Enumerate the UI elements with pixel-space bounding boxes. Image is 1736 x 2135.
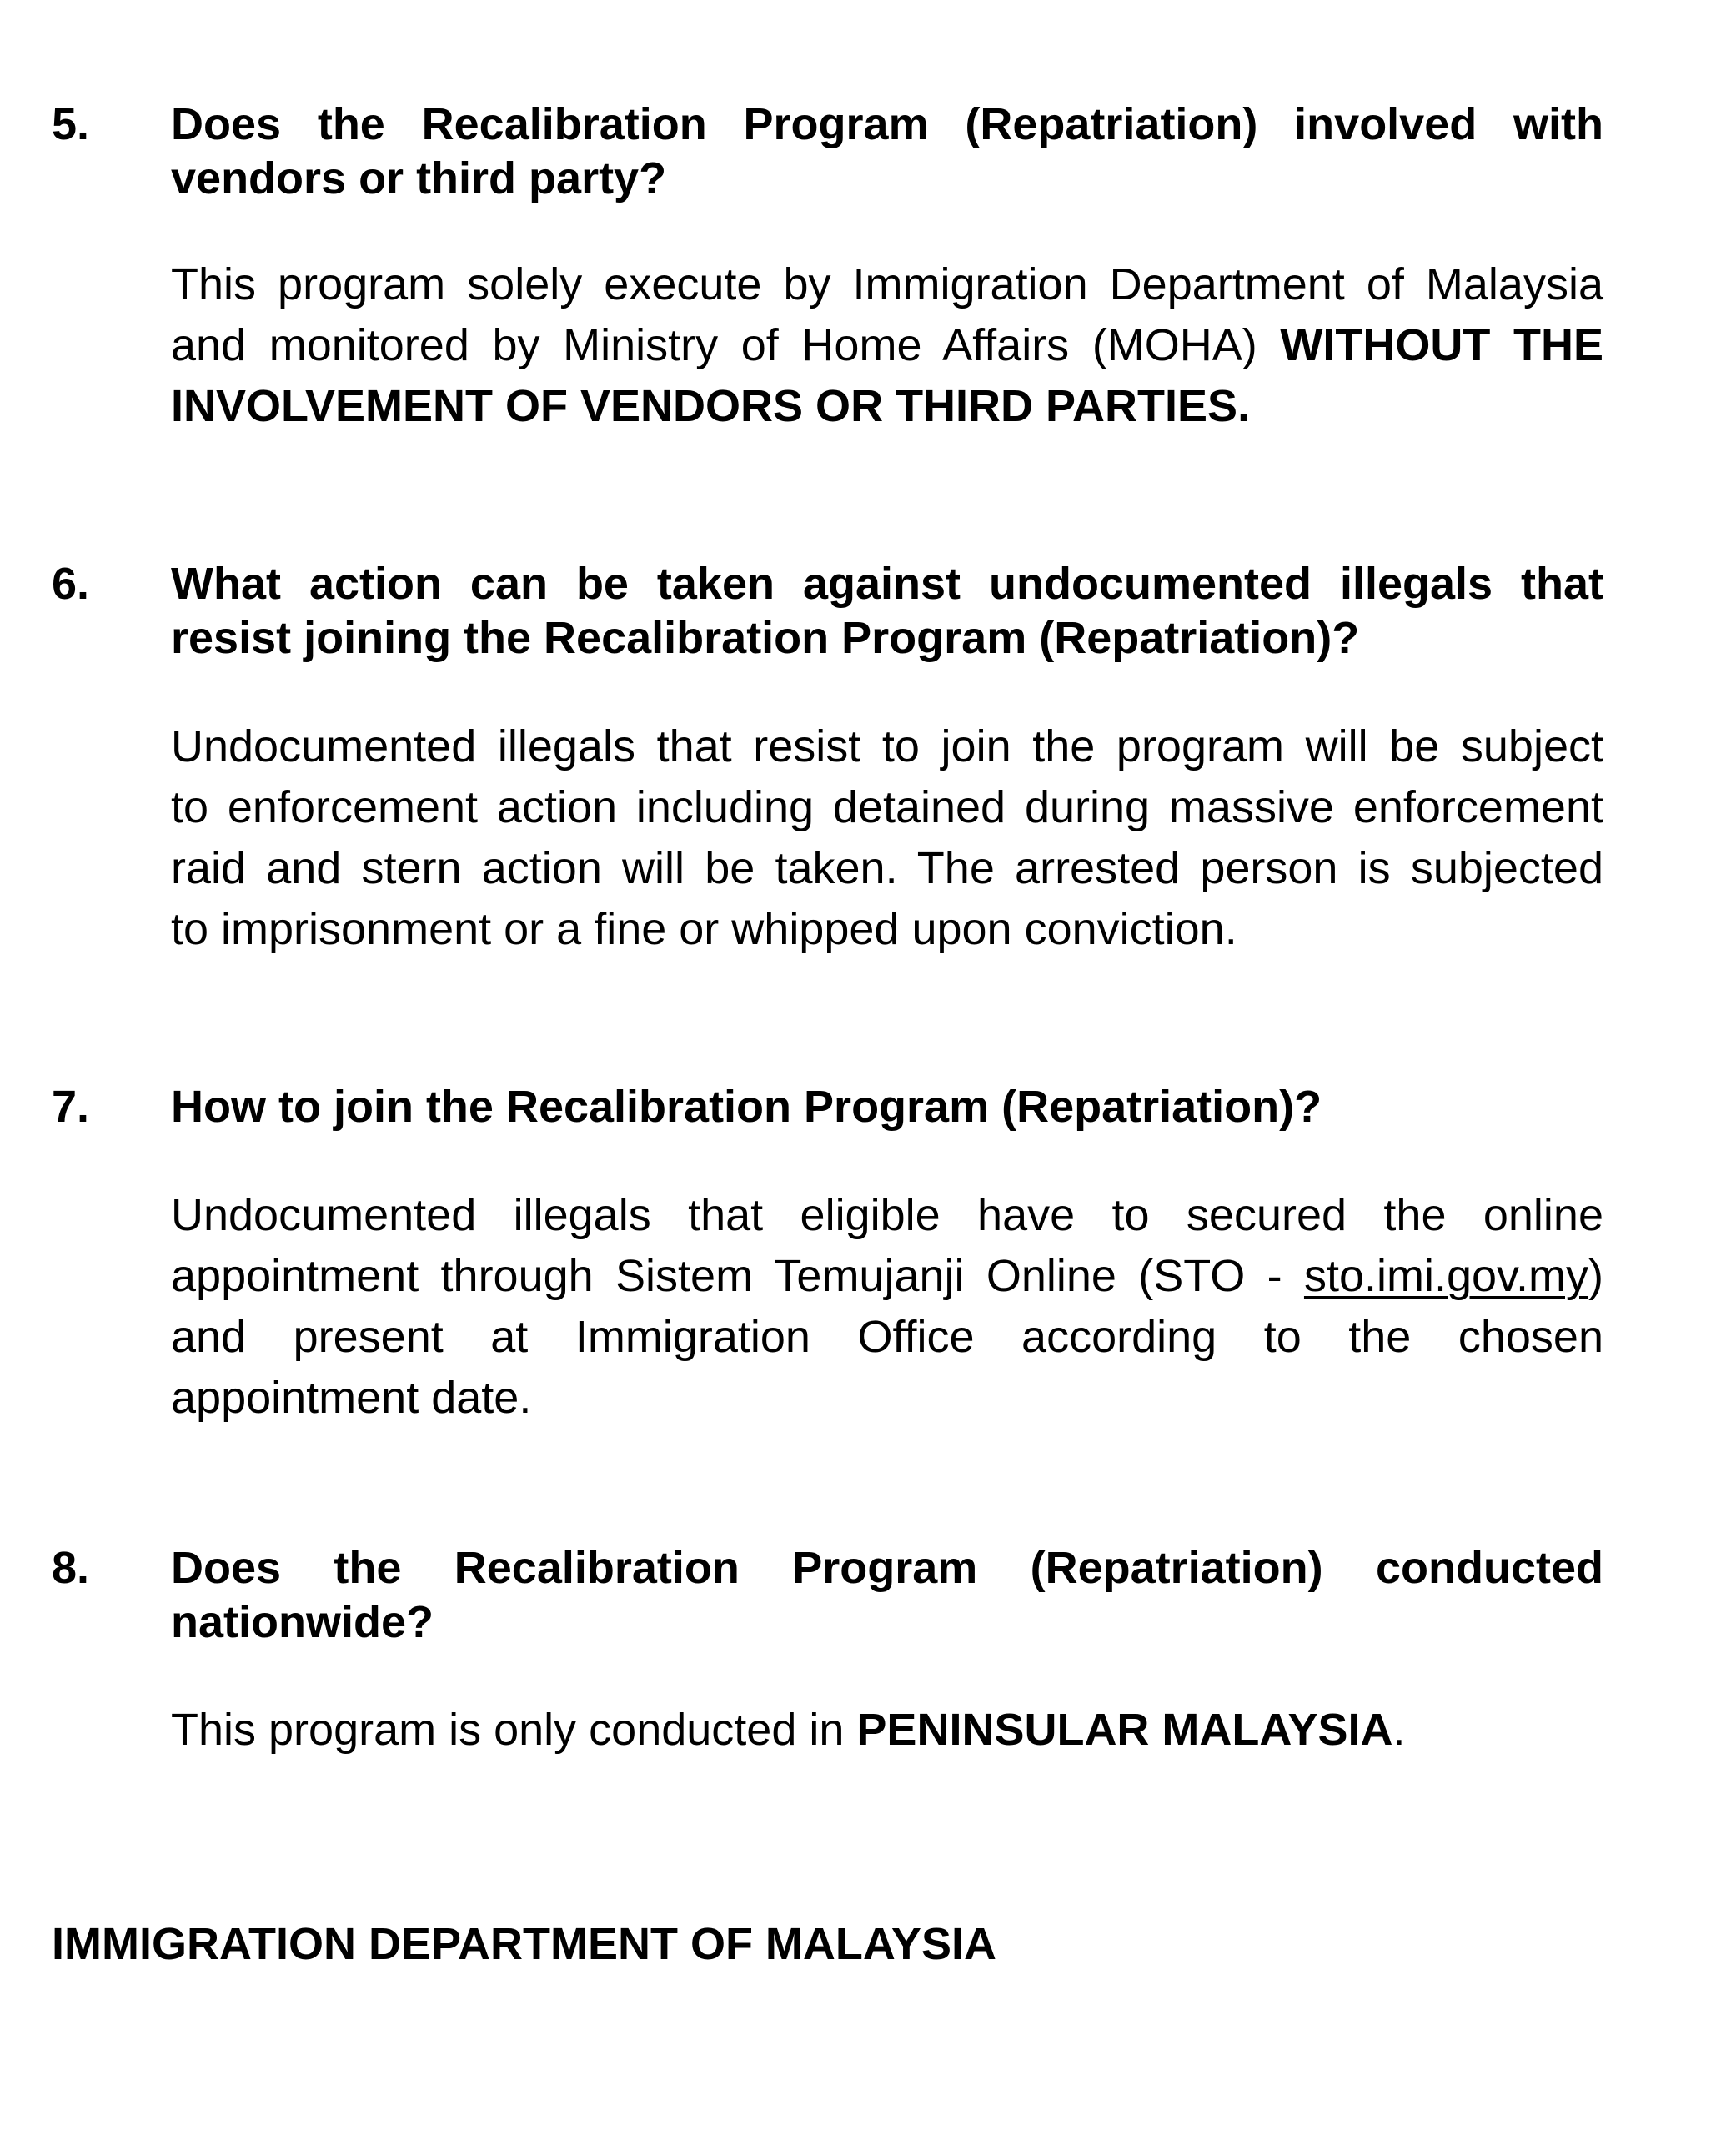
- answer-text: ): [1588, 1251, 1603, 1301]
- item-number: 5.: [52, 99, 90, 149]
- answer-line: [171, 320, 1603, 370]
- item-number: 8.: [52, 1543, 90, 1593]
- question-line: resist joining the Recalibration Program (Repatriation)?: [171, 613, 1360, 663]
- answer-line: to enforcement action including detained during massive enforcement: [171, 782, 1603, 832]
- answer-line: This program solely execute by Immigration Department of Malaysia: [171, 259, 1603, 309]
- emphasis-text: WITHOUT THE: [1280, 320, 1603, 370]
- answer-line: raid and stern action will be taken. The arrested person is subjected: [171, 843, 1603, 893]
- answer-line: to imprisonment or a fine or whipped upon conviction.: [171, 904, 1237, 954]
- question-line: How to join the Recalibration Program (Repatriation)?: [171, 1082, 1322, 1132]
- sto-website-link[interactable]: sto.imi.gov.my: [1303, 1251, 1589, 1301]
- answer-text: and monitored by Ministry of Home Affairs (MOHA): [171, 320, 1281, 370]
- answer-line: Undocumented illegals that resist to join the program will be subject: [171, 721, 1603, 771]
- answer-line: Undocumented illegals that eligible have to secured the online: [171, 1190, 1603, 1240]
- question-line: vendors or third party?: [171, 153, 667, 203]
- emphasis-line: INVOLVEMENT OF VENDORS OR THIRD PARTIES.: [171, 381, 1251, 431]
- question-line: Does the Recalibration Program (Repatriation) conducted: [171, 1543, 1603, 1593]
- answer-line: appointment date.: [171, 1373, 532, 1423]
- answer-text: appointment through Sistem Temujanji Online (STO -: [171, 1251, 1304, 1301]
- emphasis-text: PENINSULAR MALAYSIA: [856, 1705, 1393, 1755]
- answer-line: [171, 1253, 1603, 1299]
- item-number: 6.: [52, 559, 90, 609]
- answer-text: This program is only conducted in: [171, 1705, 857, 1755]
- answer-line: [171, 1705, 1603, 1755]
- question-line: Does the Recalibration Program (Repatriation) involved with: [171, 99, 1603, 149]
- item-number: 7.: [52, 1082, 90, 1132]
- question-line: nationwide?: [171, 1597, 434, 1647]
- question-line: What action can be taken against undocumented illegals that: [171, 559, 1603, 609]
- answer-text: .: [1392, 1705, 1406, 1755]
- answer-line: and present at Immigration Office according to the chosen: [171, 1312, 1603, 1362]
- footer-signature: IMMIGRATION DEPARTMENT OF MALAYSIA: [52, 1919, 996, 1969]
